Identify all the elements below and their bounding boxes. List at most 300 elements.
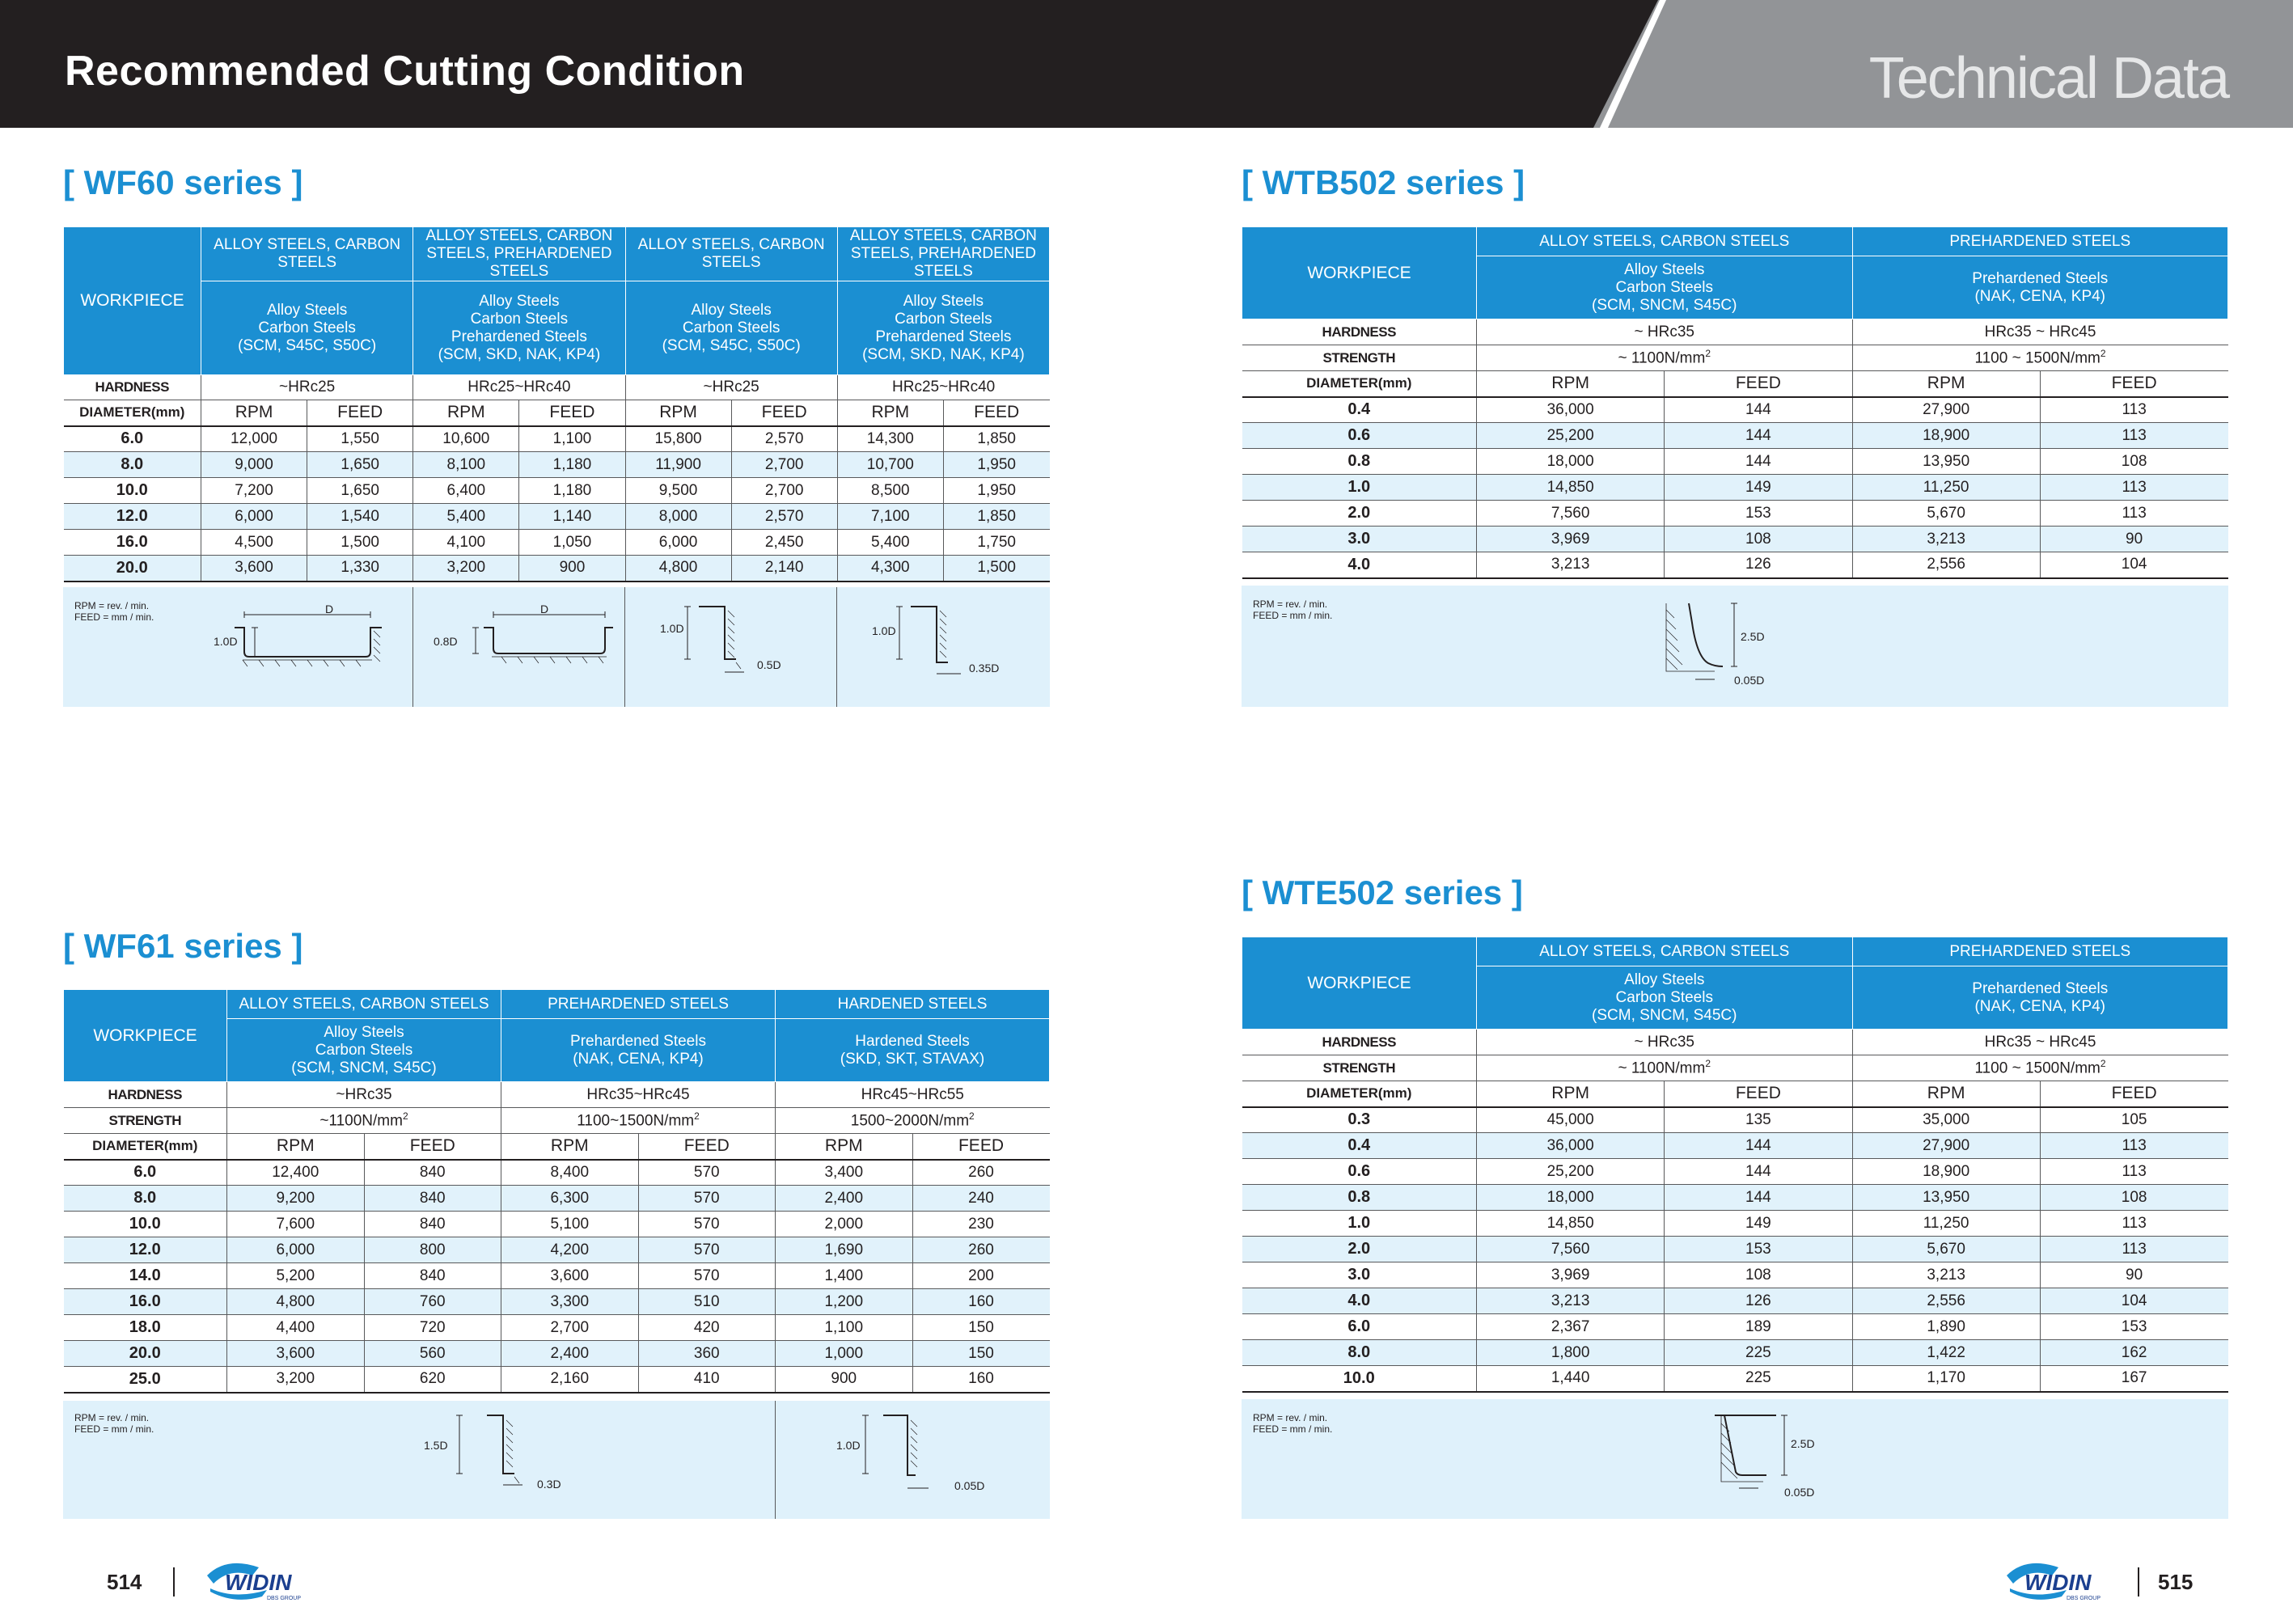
wte502-table xyxy=(1242,937,2228,1393)
rpm-cell: 14,300 xyxy=(837,426,943,452)
rpm-cell: 8,400 xyxy=(501,1160,639,1186)
rpm-cell: 3,300 xyxy=(501,1289,639,1315)
group-header: ALLOY STEELS, CARBON STEELS xyxy=(227,990,501,1019)
feed-cell: 113 xyxy=(2040,423,2227,449)
rpm-note: RPM = rev. / min. xyxy=(1253,1412,1328,1423)
rpm-header: RPM xyxy=(413,400,519,426)
page-number-right: 515 xyxy=(2158,1570,2194,1594)
table-row xyxy=(1242,1237,2228,1262)
rpm-cell: 1,890 xyxy=(1852,1314,2040,1340)
widin-logo xyxy=(2002,1559,2107,1601)
diameter-cell: 0.4 xyxy=(1242,397,1477,423)
rpm-cell: 5,670 xyxy=(1852,1237,2040,1262)
hardness-label: HARDNESS xyxy=(64,1082,227,1108)
rpm-cell: 8,500 xyxy=(837,478,943,504)
diameter-cell: 0.8 xyxy=(1242,449,1477,475)
rpm-cell: 2,556 xyxy=(1852,1288,2040,1314)
table-row xyxy=(1242,423,2228,449)
rpm-header: RPM xyxy=(201,400,307,426)
table-row xyxy=(64,426,1050,452)
table-row xyxy=(64,478,1050,504)
feed-cell: 510 xyxy=(638,1289,776,1315)
feed-cell: 144 xyxy=(1665,423,1852,449)
feed-header: FEED xyxy=(943,400,1049,426)
feed-cell: 144 xyxy=(1665,1133,1852,1159)
diameter-cell: 4.0 xyxy=(1242,1288,1477,1314)
rpm-cell: 9,200 xyxy=(227,1186,365,1212)
feed-note: FEED = mm / min. xyxy=(74,1423,154,1435)
wf61-title: [ WF61 series ] xyxy=(63,927,303,965)
feed-cell: 104 xyxy=(2040,552,2227,578)
diameter-cell: 6.0 xyxy=(64,1160,227,1186)
rpm-cell: 7,600 xyxy=(227,1212,365,1237)
feed-header: FEED xyxy=(2040,371,2227,397)
diameter-label: DIAMETER(mm) xyxy=(64,400,201,426)
diameter-cell: 6.0 xyxy=(64,426,201,452)
rpm-cell: 14,850 xyxy=(1477,475,1665,501)
group-header: ALLOY STEELS, CARBON STEELS xyxy=(625,227,837,281)
diameter-cell: 4.0 xyxy=(1242,552,1477,578)
rpm-cell: 25,200 xyxy=(1477,1159,1665,1185)
rpm-cell: 2,556 xyxy=(1852,552,2040,578)
feed-cell: 840 xyxy=(364,1186,501,1212)
rpm-cell: 2,160 xyxy=(501,1367,639,1393)
rpm-cell: 9,000 xyxy=(201,452,307,478)
group-header: ALLOY STEELS, CARBON STEELS xyxy=(1477,937,1853,966)
rpm-cell: 1,170 xyxy=(1852,1366,2040,1392)
diameter-cell: 3.0 xyxy=(1242,1262,1477,1288)
table-row xyxy=(1242,501,2228,527)
rpm-header: RPM xyxy=(625,400,731,426)
taper-diagram xyxy=(1650,598,1836,696)
strength-value: ~ $1100N/mm^2$ xyxy=(1477,1055,1853,1081)
rpm-cell: 1,422 xyxy=(1852,1340,2040,1366)
page-title: Recommended Cutting Condition xyxy=(65,48,745,95)
feed-cell: 108 xyxy=(2040,1185,2227,1211)
rpm-cell: 4,800 xyxy=(227,1289,365,1315)
feed-cell: 160 xyxy=(912,1289,1050,1315)
rpm-cell: 7,200 xyxy=(201,478,307,504)
depth-label: 1.0D xyxy=(660,622,684,635)
width-label: D xyxy=(540,603,549,615)
feed-cell: 1,100 xyxy=(519,426,625,452)
rpm-cell: 8,000 xyxy=(625,504,731,530)
table-row xyxy=(1242,1262,2228,1288)
rpm-cell: 27,900 xyxy=(1852,397,2040,423)
rpm-cell: 35,000 xyxy=(1852,1107,2040,1133)
group-header: ALLOY STEELS, CARBON STEELS, PREHARDENED STEELS xyxy=(413,227,625,281)
feed-cell: 1,140 xyxy=(519,504,625,530)
feed-cell: 153 xyxy=(1665,501,1852,527)
diameter-cell: 10.0 xyxy=(64,478,201,504)
feed-cell: 1,650 xyxy=(307,478,413,504)
feed-cell: 1,550 xyxy=(307,426,413,452)
rpm-cell: 3,600 xyxy=(501,1263,639,1289)
feed-cell: 144 xyxy=(1665,397,1852,423)
group-header: PREHARDENED STEELS xyxy=(1852,227,2228,256)
feed-cell: 225 xyxy=(1665,1366,1852,1392)
rpm-cell: 12,400 xyxy=(227,1160,365,1186)
diameter-cell: 16.0 xyxy=(64,530,201,556)
rpm-cell: 1,440 xyxy=(1477,1366,1665,1392)
rpm-cell: 3,213 xyxy=(1477,552,1665,578)
shoulder-diagram xyxy=(414,1407,592,1504)
depth-label: 1.0D xyxy=(836,1439,861,1452)
shoulder-diagram xyxy=(867,594,1037,691)
feed-cell: 560 xyxy=(364,1341,501,1367)
rpm-cell: 9,500 xyxy=(625,478,731,504)
rpm-header: RPM xyxy=(837,400,943,426)
feed-header: FEED xyxy=(307,400,413,426)
rpm-cell: 3,213 xyxy=(1852,527,2040,552)
hardness-value: HRc25~HRc40 xyxy=(837,375,1049,400)
rpm-cell: 13,950 xyxy=(1852,1185,2040,1211)
feed-cell: 105 xyxy=(2040,1107,2227,1133)
feed-cell: 225 xyxy=(1665,1340,1852,1366)
wf61-table xyxy=(63,989,1050,1394)
svg-text:DBS GROUP: DBS GROUP xyxy=(2067,1596,2101,1601)
depth-label: 0.8D xyxy=(434,635,458,648)
diameter-cell: 0.6 xyxy=(1242,1159,1477,1185)
rpm-cell: 45,000 xyxy=(1477,1107,1665,1133)
panel-divider xyxy=(624,587,625,707)
feed-cell: 2,140 xyxy=(731,556,837,582)
rpm-cell: 8,100 xyxy=(413,452,519,478)
workpiece-label: WORKPIECE xyxy=(64,227,201,375)
material-cell: Alloy Steels Carbon Steels Prehardened Steels (SCM, SKD, NAK, KP4) xyxy=(837,281,1049,375)
workpiece-label: WORKPIECE xyxy=(64,990,227,1082)
hardness-label: HARDNESS xyxy=(64,375,201,400)
rpm-cell: 1,100 xyxy=(776,1315,913,1341)
table-row xyxy=(1242,475,2228,501)
material-cell: Alloy Steels Carbon Steels (SCM, SNCM, S45C) xyxy=(1477,256,1853,319)
feed-cell: 189 xyxy=(1665,1314,1852,1340)
material-cell: Alloy Steels Carbon Steels (SCM, SNCM, S45C) xyxy=(1477,966,1853,1030)
rpm-cell: 3,969 xyxy=(1477,1262,1665,1288)
material-cell: Alloy Steels Carbon Steels Prehardened Steels (SCM, SKD, NAK, KP4) xyxy=(413,281,625,375)
table-row xyxy=(1242,1314,2228,1340)
rpm-cell: 6,300 xyxy=(501,1186,639,1212)
group-header: ALLOY STEELS, CARBON STEELS, PREHARDENED STEELS xyxy=(837,227,1049,281)
feed-header: FEED xyxy=(364,1134,501,1160)
rpm-cell: 5,670 xyxy=(1852,501,2040,527)
rpm-cell: 5,100 xyxy=(501,1212,639,1237)
feed-cell: 720 xyxy=(364,1315,501,1341)
feed-cell: 360 xyxy=(638,1341,776,1367)
feed-cell: 108 xyxy=(1665,1262,1852,1288)
rpm-header: RPM xyxy=(1852,371,2040,397)
panel-divider xyxy=(412,587,413,707)
footer-separator xyxy=(173,1567,175,1597)
diameter-label: DIAMETER(mm) xyxy=(64,1134,227,1160)
diameter-cell: 12.0 xyxy=(64,504,201,530)
feed-cell: 113 xyxy=(2040,1133,2227,1159)
feed-cell: 153 xyxy=(1665,1237,1852,1262)
rpm-cell: 1,200 xyxy=(776,1289,913,1315)
feed-cell: 900 xyxy=(519,556,625,582)
table-row xyxy=(64,1186,1050,1212)
rpm-cell: 4,300 xyxy=(837,556,943,582)
strength-value: $1100\sim 1500N/mm^2$ xyxy=(501,1108,776,1134)
feed-cell: 570 xyxy=(638,1186,776,1212)
table-row xyxy=(1242,1288,2228,1314)
feed-header: FEED xyxy=(1665,1081,1852,1107)
table-row xyxy=(64,1160,1050,1186)
svg-text:WIDIN: WIDIN xyxy=(2024,1570,2092,1595)
strength-label: STRENGTH xyxy=(64,1108,227,1134)
diameter-cell: 2.0 xyxy=(1242,501,1477,527)
rpm-cell: 11,250 xyxy=(1852,475,2040,501)
diameter-cell: 25.0 xyxy=(64,1367,227,1393)
feed-cell: 144 xyxy=(1665,449,1852,475)
hardness-value: HRc25~HRc40 xyxy=(413,375,625,400)
hardness-value: ~HRc35 xyxy=(227,1082,501,1108)
diameter-cell: 0.3 xyxy=(1242,1107,1477,1133)
feed-cell: 1,850 xyxy=(943,426,1049,452)
shoulder-diagram xyxy=(831,1407,1009,1504)
diameter-cell: 8.0 xyxy=(64,452,201,478)
strength-value: $1500\sim 2000N/mm^2$ xyxy=(776,1108,1050,1134)
rpm-cell: 6,000 xyxy=(625,530,731,556)
hardness-value: ~HRc25 xyxy=(625,375,837,400)
rpm-cell: 18,000 xyxy=(1477,449,1665,475)
feed-cell: 2,700 xyxy=(731,478,837,504)
diameter-cell: 0.6 xyxy=(1242,423,1477,449)
step-label: 0.3D xyxy=(537,1478,561,1491)
wtb502-table xyxy=(1242,226,2228,579)
feed-cell: 144 xyxy=(1665,1159,1852,1185)
diameter-cell: 12.0 xyxy=(64,1237,227,1263)
rpm-cell: 10,600 xyxy=(413,426,519,452)
group-header: ALLOY STEELS, CARBON STEELS xyxy=(1477,227,1853,256)
rpm-cell: 36,000 xyxy=(1477,1133,1665,1159)
rpm-cell: 1,400 xyxy=(776,1263,913,1289)
feed-cell: 113 xyxy=(2040,475,2227,501)
rpm-cell: 4,100 xyxy=(413,530,519,556)
diameter-cell: 10.0 xyxy=(64,1212,227,1237)
rpm-cell: 13,950 xyxy=(1852,449,2040,475)
diameter-cell: 0.4 xyxy=(1242,1133,1477,1159)
feed-cell: 113 xyxy=(2040,501,2227,527)
material-cell: Prehardened Steels (NAK, CENA, KP4) xyxy=(1852,966,2228,1030)
table-row xyxy=(64,1212,1050,1237)
feed-cell: 620 xyxy=(364,1367,501,1393)
rpm-cell: 2,400 xyxy=(776,1186,913,1212)
table-row xyxy=(1242,1159,2228,1185)
rpm-cell: 25,200 xyxy=(1477,423,1665,449)
svg-text:WIDIN: WIDIN xyxy=(225,1570,292,1595)
shoulder-diagram xyxy=(655,594,817,691)
rpm-cell: 900 xyxy=(776,1367,913,1393)
depth-label: 2.5D xyxy=(1791,1437,1815,1450)
rpm-header: RPM xyxy=(501,1134,639,1160)
strength-label: STRENGTH xyxy=(1242,345,1477,371)
feed-cell: 760 xyxy=(364,1289,501,1315)
feed-cell: 2,450 xyxy=(731,530,837,556)
feed-cell: 840 xyxy=(364,1160,501,1186)
rpm-cell: 3,969 xyxy=(1477,527,1665,552)
table-row xyxy=(1242,449,2228,475)
feed-cell: 1,500 xyxy=(307,530,413,556)
rpm-cell: 11,900 xyxy=(625,452,731,478)
feed-header: FEED xyxy=(638,1134,776,1160)
rpm-note: RPM = rev. / min. xyxy=(74,1412,150,1423)
rpm-cell: 1,800 xyxy=(1477,1340,1665,1366)
table-row xyxy=(64,556,1050,582)
table-row xyxy=(1242,1366,2228,1392)
workpiece-label: WORKPIECE xyxy=(1242,227,1477,319)
group-header: PREHARDENED STEELS xyxy=(501,990,776,1019)
feed-cell: 113 xyxy=(2040,397,2227,423)
panel-divider xyxy=(836,587,837,707)
table-row xyxy=(64,1315,1050,1341)
feed-cell: 149 xyxy=(1665,1211,1852,1237)
rpm-cell: 3,400 xyxy=(776,1160,913,1186)
feed-header: FEED xyxy=(2040,1081,2227,1107)
rpm-cell: 12,000 xyxy=(201,426,307,452)
rpm-cell: 15,800 xyxy=(625,426,731,452)
hardness-value: HRc35~HRc45 xyxy=(501,1082,776,1108)
depth-label: 1.0D xyxy=(872,624,896,637)
table-row xyxy=(1242,1185,2228,1211)
section-title: Technical Data xyxy=(1868,46,2228,111)
strength-value: 1100 ~ $1500N/mm^2$ xyxy=(1852,345,2228,371)
feed-cell: 1,330 xyxy=(307,556,413,582)
table-row xyxy=(1242,1340,2228,1366)
hardness-value: ~HRc25 xyxy=(201,375,413,400)
wte502-title: [ WTE502 series ] xyxy=(1242,873,1523,911)
hardness-value: ~ HRc35 xyxy=(1477,1030,1853,1055)
diameter-cell: 14.0 xyxy=(64,1263,227,1289)
feed-cell: 113 xyxy=(2040,1211,2227,1237)
hardness-label: HARDNESS xyxy=(1242,319,1477,345)
feed-cell: 144 xyxy=(1665,1185,1852,1211)
strength-label: STRENGTH xyxy=(1242,1055,1477,1081)
material-cell: Prehardened Steels (NAK, CENA, KP4) xyxy=(1852,256,2228,319)
rpm-cell: 1,690 xyxy=(776,1237,913,1263)
feed-cell: 840 xyxy=(364,1263,501,1289)
hardness-value: HRc45~HRc55 xyxy=(776,1082,1050,1108)
wf60-title: [ WF60 series ] xyxy=(63,163,303,201)
feed-cell: 150 xyxy=(912,1341,1050,1367)
rpm-header: RPM xyxy=(227,1134,365,1160)
rpm-cell: 2,400 xyxy=(501,1341,639,1367)
feed-cell: 126 xyxy=(1665,552,1852,578)
depth-label: 1.0D xyxy=(214,635,238,648)
rpm-cell: 2,000 xyxy=(776,1212,913,1237)
feed-cell: 200 xyxy=(912,1263,1050,1289)
widin-logo xyxy=(202,1559,307,1601)
strength-value: ~ $1100N/mm^2$ xyxy=(1477,345,1853,371)
diameter-label: DIAMETER(mm) xyxy=(1242,371,1477,397)
rpm-cell: 2,367 xyxy=(1477,1314,1665,1340)
rpm-cell: 7,560 xyxy=(1477,501,1665,527)
table-row xyxy=(64,1341,1050,1367)
step-label: 0.05D xyxy=(1734,674,1765,687)
diameter-cell: 10.0 xyxy=(1242,1366,1477,1392)
rpm-cell: 5,200 xyxy=(227,1263,365,1289)
feed-cell: 1,950 xyxy=(943,478,1049,504)
diameter-cell: 6.0 xyxy=(1242,1314,1477,1340)
feed-cell: 90 xyxy=(2040,527,2227,552)
material-cell: Alloy Steels Carbon Steels (SCM, S45C, S50C) xyxy=(625,281,837,375)
width-label: D xyxy=(325,603,334,615)
rpm-header: RPM xyxy=(776,1134,913,1160)
feed-cell: 840 xyxy=(364,1212,501,1237)
rpm-cell: 3,213 xyxy=(1852,1262,2040,1288)
diameter-cell: 1.0 xyxy=(1242,1211,1477,1237)
rpm-cell: 6,000 xyxy=(227,1237,365,1263)
rpm-cell: 7,560 xyxy=(1477,1237,1665,1262)
feed-cell: 162 xyxy=(2040,1340,2227,1366)
feed-cell: 1,050 xyxy=(519,530,625,556)
table-row xyxy=(64,530,1050,556)
material-cell: Hardened Steels (SKD, SKT, STAVAX) xyxy=(776,1019,1050,1082)
table-row xyxy=(64,1263,1050,1289)
step-label: 0.05D xyxy=(954,1479,985,1492)
step-label: 0.05D xyxy=(1784,1486,1815,1499)
rpm-cell: 18,000 xyxy=(1477,1185,1665,1211)
rpm-cell: 7,100 xyxy=(837,504,943,530)
hardness-label: HARDNESS xyxy=(1242,1030,1477,1055)
rpm-cell: 6,000 xyxy=(201,504,307,530)
table-row xyxy=(1242,552,2228,578)
rpm-header: RPM xyxy=(1477,1081,1665,1107)
feed-cell: 113 xyxy=(2040,1237,2227,1262)
rpm-cell: 18,900 xyxy=(1852,423,2040,449)
rpm-cell: 36,000 xyxy=(1477,397,1665,423)
feed-cell: 260 xyxy=(912,1237,1050,1263)
rpm-cell: 10,700 xyxy=(837,452,943,478)
feed-cell: 1,180 xyxy=(519,478,625,504)
hardness-value: HRc35 ~ HRc45 xyxy=(1852,319,2228,345)
rpm-note: RPM = rev. / min. xyxy=(74,600,150,611)
feed-cell: 1,540 xyxy=(307,504,413,530)
table-row xyxy=(64,452,1050,478)
feed-cell: 153 xyxy=(2040,1314,2227,1340)
feed-note: FEED = mm / min. xyxy=(74,611,154,623)
rpm-cell: 2,700 xyxy=(501,1315,639,1341)
rpm-cell: 4,800 xyxy=(625,556,731,582)
material-cell: Alloy Steels Carbon Steels (SCM, SNCM, S45C) xyxy=(227,1019,501,1082)
slot-diagram xyxy=(429,598,615,679)
group-header: ALLOY STEELS, CARBON STEELS xyxy=(201,227,413,281)
rpm-cell: 3,200 xyxy=(227,1367,365,1393)
rpm-cell: 6,400 xyxy=(413,478,519,504)
feed-cell: 108 xyxy=(1665,527,1852,552)
table-row xyxy=(64,504,1050,530)
table-row xyxy=(1242,1211,2228,1237)
rpm-header: RPM xyxy=(1477,371,1665,397)
hardness-value: HRc35 ~ HRc45 xyxy=(1852,1030,2228,1055)
rpm-cell: 5,400 xyxy=(413,504,519,530)
wtb502-title: [ WTB502 series ] xyxy=(1242,163,1525,201)
feed-cell: 410 xyxy=(638,1367,776,1393)
feed-note: FEED = mm / min. xyxy=(1253,1423,1333,1435)
feed-cell: 570 xyxy=(638,1237,776,1263)
diameter-cell: 16.0 xyxy=(64,1289,227,1315)
feed-cell: 149 xyxy=(1665,475,1852,501)
rpm-cell: 18,900 xyxy=(1852,1159,2040,1185)
rpm-cell: 11,250 xyxy=(1852,1211,2040,1237)
feed-cell: 1,750 xyxy=(943,530,1049,556)
feed-cell: 150 xyxy=(912,1315,1050,1341)
feed-cell: 135 xyxy=(1665,1107,1852,1133)
material-cell: Prehardened Steels (NAK, CENA, KP4) xyxy=(501,1019,776,1082)
strength-value: 1100 ~ $1500N/mm^2$ xyxy=(1852,1055,2228,1081)
rpm-cell: 3,600 xyxy=(201,556,307,582)
feed-cell: 1,850 xyxy=(943,504,1049,530)
